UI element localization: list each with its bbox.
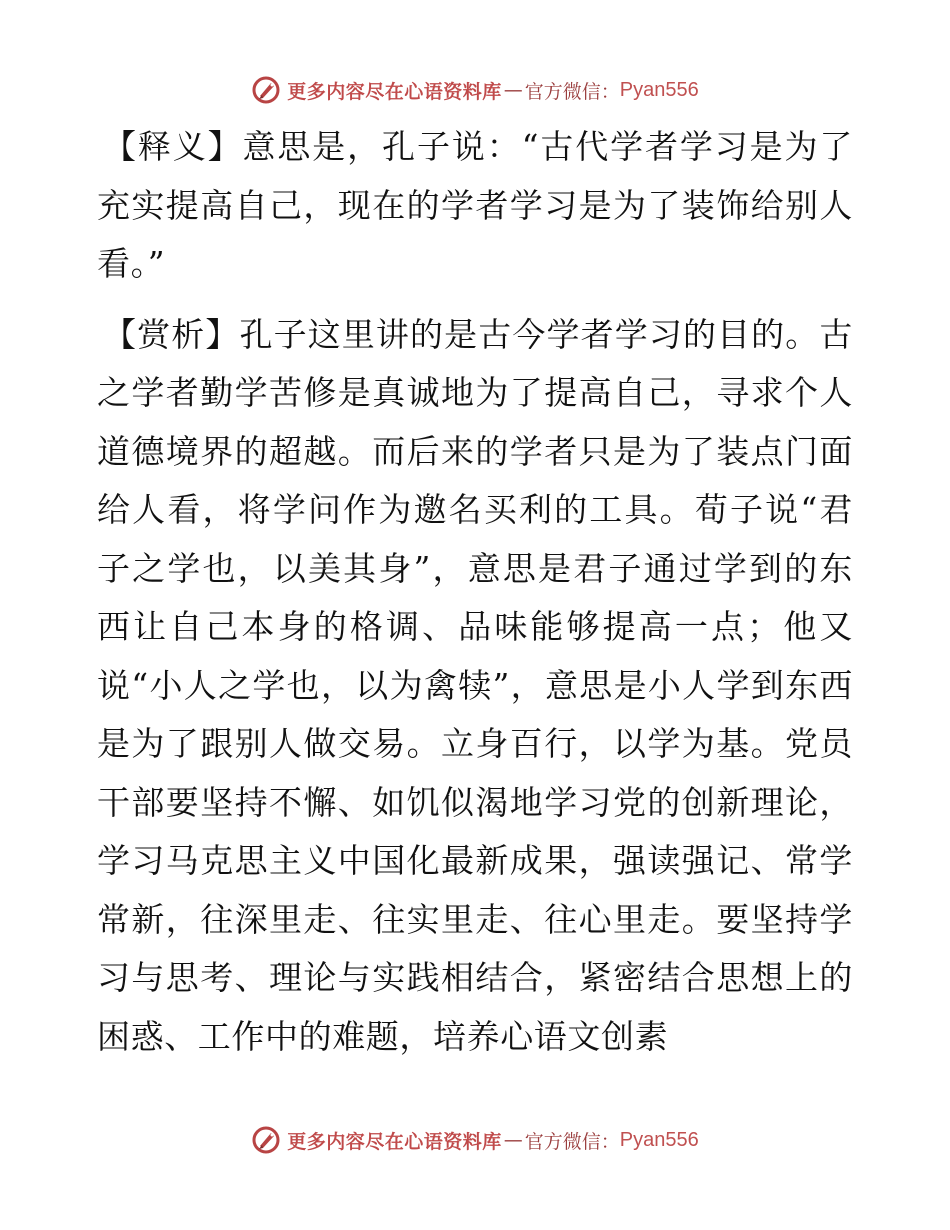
- banner-dash: —: [503, 79, 523, 101]
- banner-dash: —: [503, 1129, 523, 1151]
- banner-wechat-id: Pyan556: [619, 78, 699, 101]
- banner-site-text: 更多内容尽在心语资料库: [287, 1130, 502, 1153]
- paragraph-interpretation: 【释义】意思是，孔子说：“古代学者学习是为了充实提高自己，现在的学者学习是为了装饰给别人看。”: [97, 127, 853, 283]
- banner-wechat-id: Pyan556: [619, 1128, 699, 1151]
- banner-wechat-label: 官方微信：: [524, 80, 620, 103]
- footer-banner: [0, 1120, 950, 1160]
- paragraph-appreciation: 【赏析】孔子这里讲的是古今学者学习的目的。古之学者勤学苦修是真诚地为了提高自己，寻求个人道德境界的超越。而后来的学者只是为了装点门面给人看，将学问作为邀名买利的工具。荀子说“君子之学也，以美其身”，意思是君子通过学到的东西让自己本身的格调、品味能够提高一点；他又说“小人之学也，以为禽犊”，意思是小人学到东西是为了跟别人做交易。立身百行，以学为基。党员干部要坚持不懈、如饥似渴地学习党的创新理论，学习马克思主义中国化最新成果，强读强记、常学常新，往深里走、往实里走、往心里走。要坚持学习与思考、理论与实践相结合，紧密结合思想上的困惑、工作中的难题，培养心语文创素: [97, 314, 853, 1056]
- header-banner: [0, 70, 950, 110]
- document-body: [97, 118, 853, 1066]
- banner-wechat-label: 官方微信：: [524, 1130, 620, 1153]
- pen-nib-circle-icon: [251, 75, 281, 105]
- banner-site-text: 更多内容尽在心语资料库: [287, 80, 502, 103]
- pen-nib-circle-icon: [251, 1125, 281, 1155]
